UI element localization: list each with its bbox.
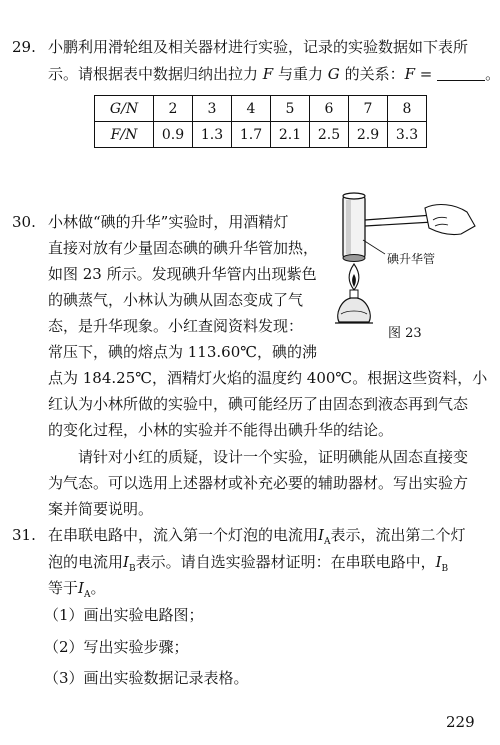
answer-blank [437,66,485,81]
flame-icon [349,264,359,290]
question-text-line: 的碘蒸气，小林认为碘从固态变成了气 [48,291,304,309]
question-text-line [48,552,448,579]
text-segment: 。 [485,65,500,83]
table-cell: 3.3 [388,122,427,148]
text-segment: 与重力 [278,65,324,83]
table-cell: 8 [388,96,427,122]
question-text-line: 案并简要说明。 [48,500,154,518]
variable-I: I [123,553,129,571]
text-segment: 表示。请自选实验器材证明：在串联电路中， [135,553,436,571]
variable-I: I [435,553,442,571]
hand-icon [365,205,475,235]
question-text-line: 的变化过程，小林的实验并不能得出碘升华的结论。 [48,421,394,439]
variable-I: I [318,526,324,544]
subscript: A [323,537,331,547]
table-cell: 2.9 [349,122,388,148]
question-number: 31. [12,526,36,544]
text-segment: 泡的电流用 [48,553,124,571]
table-cell: 2.1 [271,122,310,148]
table-row [95,122,427,148]
table-cell: 4 [232,96,271,122]
row-header-F: F/N [95,122,154,148]
table-cell: 0.9 [154,122,193,148]
sub-question-item: （2）写出实验步骤； [44,638,189,656]
variable-F: F [404,65,415,83]
table-row [95,96,427,122]
question-text-line: 直接对放有少量固态碘的碘升华管加热， [48,239,319,257]
text-segment: 表示，流出第二个灯 [330,526,466,544]
question-number: 29. [12,38,36,56]
sub-question-item: （1）画出实验电路图； [44,606,204,624]
table-cell: 1.7 [232,122,271,148]
question-text-line: 点为 184.25℃，酒精灯火焰的温度约 400℃。根据这些资料，小 [48,369,488,387]
label-leader-line [363,240,385,254]
data-table [94,95,427,148]
variable-F: F [262,65,274,83]
subscript: B [441,564,449,574]
table-cell: 2.5 [310,122,349,148]
question-text-line: 为气态。可以选用上述器材或补充必要的辅助器材。写出实验方 [48,474,469,492]
figure-label: 碘升华管 [387,252,436,266]
sublimation-tube-icon [343,193,365,262]
variable-I: I [78,579,84,597]
table-cell: 2 [154,96,193,122]
text-segment: 等于 [48,579,79,597]
question-text-line [48,578,105,605]
sub-question-item: （3）画出实验数据记录表格。 [44,669,249,687]
table-cell: 7 [349,96,388,122]
question-text-line [48,525,465,552]
question-number: 30. [12,213,36,231]
table-cell: 6 [310,96,349,122]
text-segment: 的关系： [344,65,405,83]
question-text-line [48,64,500,84]
question-text-line: 常压下，碘的熔点为 113.60℃，碘的沸 [48,343,318,361]
text-segment: 示。请根据表中数据归纳出拉力 [48,65,259,83]
subscript: A [83,590,91,600]
question-text-line: 请针对小红的质疑，设计一个实验，证明碘能从固态直接变 [78,448,469,466]
page-number: 229 [446,713,475,731]
table-cell: 1.3 [193,122,232,148]
figure-caption: 图 23 [388,326,422,341]
table-cell: 3 [193,96,232,122]
text-segment: 。 [90,579,106,597]
alcohol-lamp-icon [335,290,373,323]
variable-G: G [327,65,340,83]
question-text-line: 红认为小林所做的实验中，碘可能经历了由固态到液态再到气态 [48,395,469,413]
row-header-G: G/N [95,96,154,122]
table-cell: 5 [271,96,310,122]
question-text-line: 态，是升华现象。小红查阅资料发现： [48,317,304,335]
text-segment: 在串联电路中，流入第一个灯泡的电流用 [48,526,319,544]
question-text-line: 小林做“碘的升华”实验时，用酒精灯 [48,213,289,231]
subscript: B [128,564,136,574]
question-text-line: 小鹏利用滑轮组及相关器材进行实验，记录的实验数据如下表所 [48,38,469,56]
question-text-line: 如图 23 所示。发现碘升华管内出现紫色 [48,265,317,283]
equals-sign: = [419,65,433,83]
